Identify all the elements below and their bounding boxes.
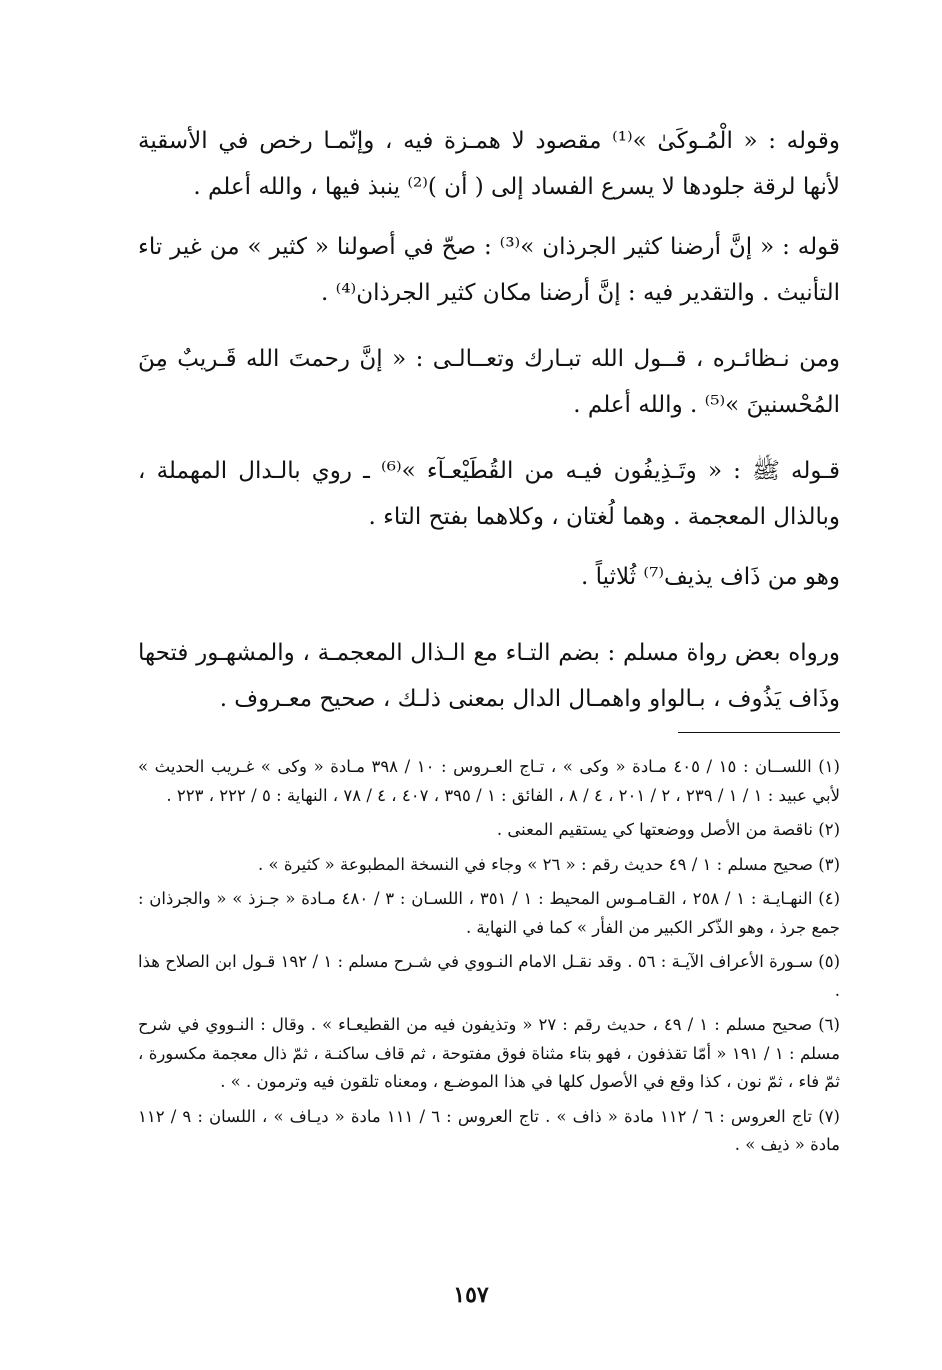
footnote-6: (٦) صحيح مسلم : ١ / ٤٩ ، حديث رقم : ٢٧ « وتذيفون فيه من القطيعـاء » . وقال : النـووي في شرح مسلم : ١ / ١٩١ « أمّا تقذفون ، فهو بتاء مثناة فوق مفتوحة ، ثم قاف ساكنـة ، ثمّ ذال معجمة مكسورة ، ثمّ فاء ، ثمّ نون ، كذا وقع في الأصول كلها في هذا الموضـع ، ومعناه تلقون فيه وترمون . » . bbox=[138, 1015, 840, 1091]
footnote-4: (٤) النهـايـة : ١ / ٢٥٨ ، القـامـوس المحيط : ١ / ٣٥١ ، اللسـان : ٣ / ٤٨٠ مـادة « جـزذ » « والجرذان : جمع جرذ ، وهو الذّكر الكبير من الفأر » كما في النهاية . bbox=[138, 889, 840, 937]
page-number: ١٥٧ bbox=[453, 1282, 489, 1308]
body-paragraph-6: ورواه بعض رواة مسلم : بضم التـاء مع الـذال المعجمـة ، والمشهـور فتحها وذَاف يَذُوف ، بـالواو واهمـال الدال بمعنى ذلـك ، صحيح معـروف . bbox=[138, 640, 840, 712]
body-paragraph-1: وقوله : « الْمُـوكَىٰ »⁽¹⁾ مقصود لا همـزة فيه ، وإنّمـا رخص في الأسقية لأنها لرقة جلودها لا يسرع الفساد إلى ( أن )⁽²⁾ ينبذ فيها ، والله أعلم . bbox=[138, 128, 840, 200]
paragraph-spacer bbox=[138, 600, 840, 630]
footnotes bbox=[138, 753, 840, 1160]
paragraph-spacer bbox=[138, 210, 840, 224]
body-paragraph-3: ومن نـظائـره ، قــول الله تبـارك وتعــالـى : « إنَّ رحمتَ الله قَـريبٌ مِنَ المُحْسنينَ »⁽⁵⁾ . والله أعلم . bbox=[138, 346, 840, 418]
body-paragraph-2: قوله : « إنَّ أرضنا كثير الجرذان »⁽³⁾ : صحّ في أصولنا « كثير » من غير تاء التأنيث . والتقدير فيه : إنَّ أرضنا مكان كثير الجرذان⁽⁴⁾ . bbox=[138, 234, 841, 306]
footnote-5: (٥) سـورة الأعراف الآيـة : ٥٦ . وقد نقـل الامام النـووي في شـرح مسلم : ١ / ١٩٢ قـول ابن الصلاح هذا . bbox=[138, 952, 840, 1000]
footnote-2: (٢) ناقصة من الأصل ووضعتها كي يستقيم المعنى . bbox=[496, 820, 840, 839]
body-paragraph-5: وهو من ذَاف يذيف⁽⁷⁾ ثُلاثياً . bbox=[581, 564, 840, 590]
footnote-7: (٧) تاج العروس : ٦ / ١١٢ مادة « ذاف » . تاج العروس : ٦ / ١١١ مادة « ديـاف » ، اللسان : ٩ / ١١٢ مادة « ذيف » . bbox=[138, 1106, 840, 1154]
page-content bbox=[138, 118, 840, 1166]
footnote-divider bbox=[678, 732, 840, 733]
footnote-1: (١) اللســان : ١٥ / ٤٠٥ مـادة « وكى » ، تـاج العـروس : ١٠ / ٣٩٨ مـادة « وكى » غـريب الحديث » لأبي عبيد : ١ / ١ / ٢٣٩ ، ٢ / ٢٠١ ، ٤ / ٨ ، الفائق : ١ / ٣٩٥ ، ٤٠٧ ، ٤ / ٧٨ ، النهاية : ٥ / ٢٢٢ ، ٢٢٣ . bbox=[138, 757, 840, 805]
paragraph-spacer bbox=[138, 316, 840, 336]
paragraph-spacer bbox=[138, 540, 840, 554]
paragraph-spacer bbox=[138, 428, 840, 448]
body-paragraph-4: قـوله ﷺ : « وتَـذِيفُون فيـه من القُطَيْعـآء »⁽⁶⁾ ـ روي بالـدال المهملة ، وبالذال المعجمة . وهما لُغتان ، وكلاهما بفتح التاء . bbox=[138, 458, 840, 530]
footnote-3: (٣) صحيح مسلم : ١ / ٤٩ حديث رقم : « ٢٦ » وجاء في النسخة المطبوعة « كثيرة » . bbox=[258, 854, 840, 874]
